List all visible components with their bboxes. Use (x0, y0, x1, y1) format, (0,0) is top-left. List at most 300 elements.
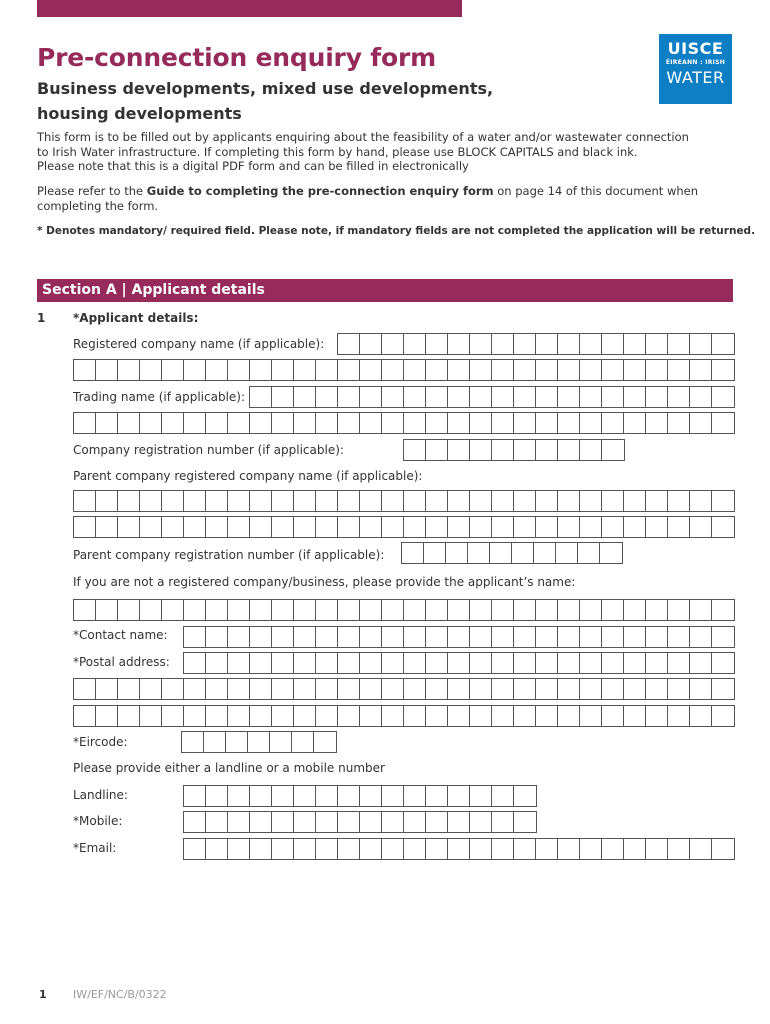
char-box[interactable] (470, 600, 492, 620)
char-box[interactable] (580, 360, 602, 380)
char-box[interactable] (426, 413, 448, 433)
char-box[interactable] (382, 360, 404, 380)
char-box[interactable] (118, 517, 140, 537)
char-box[interactable] (624, 839, 646, 859)
char-box[interactable] (690, 517, 712, 537)
char-box[interactable] (470, 653, 492, 673)
char-box[interactable] (514, 517, 536, 537)
char-box[interactable] (206, 413, 228, 433)
char-box[interactable] (448, 839, 470, 859)
char-box[interactable] (536, 360, 558, 380)
char-box[interactable] (492, 600, 514, 620)
parent-company-name-input-line-2[interactable] (73, 516, 735, 538)
trading-name-input[interactable] (249, 386, 735, 408)
char-box[interactable] (294, 627, 316, 647)
char-box[interactable] (360, 653, 382, 673)
char-box[interactable] (490, 543, 512, 563)
char-box[interactable] (250, 679, 272, 699)
char-box[interactable] (228, 812, 250, 832)
char-box[interactable] (96, 706, 118, 726)
char-box[interactable] (602, 491, 624, 511)
char-box[interactable] (182, 732, 204, 752)
char-box[interactable] (646, 334, 668, 354)
char-box[interactable] (140, 413, 162, 433)
char-box[interactable] (448, 706, 470, 726)
char-box[interactable] (514, 786, 536, 806)
char-box[interactable] (294, 679, 316, 699)
char-box[interactable] (360, 360, 382, 380)
char-box[interactable] (250, 627, 272, 647)
char-box[interactable] (402, 543, 424, 563)
char-box[interactable] (712, 706, 734, 726)
char-box[interactable] (558, 653, 580, 673)
char-box[interactable] (250, 786, 272, 806)
char-box[interactable] (426, 706, 448, 726)
char-box[interactable] (712, 627, 734, 647)
char-box[interactable] (360, 627, 382, 647)
char-box[interactable] (382, 653, 404, 673)
char-box[interactable] (536, 387, 558, 407)
char-box[interactable] (558, 440, 580, 460)
char-box[interactable] (162, 706, 184, 726)
char-box[interactable] (204, 732, 226, 752)
trading-name-input-line-2[interactable] (73, 412, 735, 434)
char-box[interactable] (514, 491, 536, 511)
char-box[interactable] (250, 413, 272, 433)
char-box[interactable] (470, 517, 492, 537)
char-box[interactable] (534, 543, 556, 563)
char-box[interactable] (448, 491, 470, 511)
char-box[interactable] (470, 491, 492, 511)
char-box[interactable] (624, 706, 646, 726)
char-box[interactable] (228, 600, 250, 620)
applicant-name-input[interactable] (73, 599, 735, 621)
char-box[interactable] (646, 679, 668, 699)
char-box[interactable] (578, 543, 600, 563)
char-box[interactable] (184, 839, 206, 859)
char-box[interactable] (360, 812, 382, 832)
char-box[interactable] (206, 812, 228, 832)
char-box[interactable] (470, 360, 492, 380)
char-box[interactable] (426, 627, 448, 647)
char-box[interactable] (492, 440, 514, 460)
char-box[interactable] (250, 839, 272, 859)
char-box[interactable] (118, 413, 140, 433)
char-box[interactable] (248, 732, 270, 752)
char-box[interactable] (404, 491, 426, 511)
char-box[interactable] (690, 627, 712, 647)
char-box[interactable] (338, 334, 360, 354)
char-box[interactable] (712, 360, 734, 380)
char-box[interactable] (338, 812, 360, 832)
char-box[interactable] (382, 812, 404, 832)
char-box[interactable] (690, 706, 712, 726)
char-box[interactable] (338, 839, 360, 859)
char-box[interactable] (448, 334, 470, 354)
char-box[interactable] (602, 653, 624, 673)
char-box[interactable] (338, 517, 360, 537)
char-box[interactable] (624, 387, 646, 407)
char-box[interactable] (140, 706, 162, 726)
char-box[interactable] (272, 600, 294, 620)
char-box[interactable] (690, 600, 712, 620)
char-box[interactable] (118, 491, 140, 511)
char-box[interactable] (162, 600, 184, 620)
landline-input[interactable] (183, 785, 537, 807)
char-box[interactable] (624, 517, 646, 537)
char-box[interactable] (668, 517, 690, 537)
char-box[interactable] (338, 627, 360, 647)
char-box[interactable] (206, 679, 228, 699)
char-box[interactable] (426, 360, 448, 380)
char-box[interactable] (338, 360, 360, 380)
char-box[interactable] (404, 786, 426, 806)
char-box[interactable] (404, 360, 426, 380)
char-box[interactable] (228, 679, 250, 699)
char-box[interactable] (690, 679, 712, 699)
char-box[interactable] (558, 627, 580, 647)
char-box[interactable] (272, 839, 294, 859)
char-box[interactable] (338, 679, 360, 699)
char-box[interactable] (668, 627, 690, 647)
char-box[interactable] (426, 517, 448, 537)
char-box[interactable] (228, 839, 250, 859)
postal-address-input-line-2[interactable] (73, 678, 735, 700)
char-box[interactable] (206, 360, 228, 380)
email-input[interactable] (183, 838, 735, 860)
company-reg-number-input[interactable] (403, 439, 625, 461)
char-box[interactable] (382, 491, 404, 511)
char-box[interactable] (294, 491, 316, 511)
char-box[interactable] (250, 360, 272, 380)
char-box[interactable] (536, 679, 558, 699)
char-box[interactable] (514, 627, 536, 647)
char-box[interactable] (184, 812, 206, 832)
char-box[interactable] (470, 440, 492, 460)
char-box[interactable] (162, 517, 184, 537)
char-box[interactable] (140, 600, 162, 620)
char-box[interactable] (690, 839, 712, 859)
char-box[interactable] (424, 543, 446, 563)
char-box[interactable] (316, 517, 338, 537)
char-box[interactable] (646, 627, 668, 647)
char-box[interactable] (492, 627, 514, 647)
char-box[interactable] (294, 360, 316, 380)
char-box[interactable] (272, 491, 294, 511)
char-box[interactable] (140, 679, 162, 699)
char-box[interactable] (294, 786, 316, 806)
char-box[interactable] (712, 839, 734, 859)
char-box[interactable] (536, 413, 558, 433)
char-box[interactable] (184, 653, 206, 673)
char-box[interactable] (206, 786, 228, 806)
char-box[interactable] (404, 706, 426, 726)
char-box[interactable] (602, 627, 624, 647)
char-box[interactable] (382, 679, 404, 699)
char-box[interactable] (338, 706, 360, 726)
char-box[interactable] (316, 491, 338, 511)
char-box[interactable] (382, 334, 404, 354)
char-box[interactable] (690, 653, 712, 673)
char-box[interactable] (250, 387, 272, 407)
char-box[interactable] (712, 387, 734, 407)
char-box[interactable] (360, 491, 382, 511)
char-box[interactable] (206, 491, 228, 511)
contact-name-input[interactable] (183, 626, 735, 648)
char-box[interactable] (74, 600, 96, 620)
char-box[interactable] (426, 812, 448, 832)
char-box[interactable] (558, 360, 580, 380)
char-box[interactable] (426, 387, 448, 407)
char-box[interactable] (316, 600, 338, 620)
char-box[interactable] (690, 491, 712, 511)
char-box[interactable] (580, 334, 602, 354)
char-box[interactable] (492, 786, 514, 806)
char-box[interactable] (470, 812, 492, 832)
char-box[interactable] (162, 491, 184, 511)
char-box[interactable] (448, 517, 470, 537)
char-box[interactable] (646, 491, 668, 511)
char-box[interactable] (360, 334, 382, 354)
char-box[interactable] (426, 440, 448, 460)
char-box[interactable] (316, 627, 338, 647)
char-box[interactable] (558, 679, 580, 699)
parent-company-name-input-line-1[interactable] (73, 490, 735, 512)
char-box[interactable] (338, 387, 360, 407)
char-box[interactable] (646, 653, 668, 673)
char-box[interactable] (580, 517, 602, 537)
char-box[interactable] (272, 679, 294, 699)
char-box[interactable] (382, 600, 404, 620)
char-box[interactable] (668, 334, 690, 354)
char-box[interactable] (404, 627, 426, 647)
char-box[interactable] (272, 360, 294, 380)
char-box[interactable] (360, 600, 382, 620)
char-box[interactable] (316, 812, 338, 832)
char-box[interactable] (140, 491, 162, 511)
char-box[interactable] (206, 517, 228, 537)
char-box[interactable] (184, 491, 206, 511)
char-box[interactable] (118, 706, 140, 726)
char-box[interactable] (294, 600, 316, 620)
char-box[interactable] (426, 491, 448, 511)
char-box[interactable] (448, 812, 470, 832)
char-box[interactable] (580, 653, 602, 673)
char-box[interactable] (580, 440, 602, 460)
char-box[interactable] (624, 360, 646, 380)
char-box[interactable] (668, 413, 690, 433)
char-box[interactable] (624, 600, 646, 620)
char-box[interactable] (624, 627, 646, 647)
char-box[interactable] (316, 387, 338, 407)
char-box[interactable] (536, 653, 558, 673)
char-box[interactable] (536, 517, 558, 537)
char-box[interactable] (712, 413, 734, 433)
char-box[interactable] (316, 679, 338, 699)
char-box[interactable] (580, 600, 602, 620)
char-box[interactable] (272, 653, 294, 673)
char-box[interactable] (514, 387, 536, 407)
char-box[interactable] (74, 706, 96, 726)
char-box[interactable] (228, 413, 250, 433)
char-box[interactable] (294, 413, 316, 433)
char-box[interactable] (690, 413, 712, 433)
char-box[interactable] (184, 706, 206, 726)
char-box[interactable] (118, 360, 140, 380)
char-box[interactable] (446, 543, 468, 563)
char-box[interactable] (184, 517, 206, 537)
eircode-input[interactable] (181, 731, 337, 753)
char-box[interactable] (96, 600, 118, 620)
char-box[interactable] (712, 653, 734, 673)
char-box[interactable] (118, 600, 140, 620)
char-box[interactable] (316, 706, 338, 726)
char-box[interactable] (360, 413, 382, 433)
char-box[interactable] (690, 360, 712, 380)
char-box[interactable] (316, 786, 338, 806)
char-box[interactable] (226, 732, 248, 752)
parent-company-reg-input[interactable] (401, 542, 623, 564)
char-box[interactable] (448, 387, 470, 407)
char-box[interactable] (448, 786, 470, 806)
char-box[interactable] (140, 360, 162, 380)
char-box[interactable] (712, 491, 734, 511)
char-box[interactable] (382, 387, 404, 407)
char-box[interactable] (272, 517, 294, 537)
char-box[interactable] (360, 679, 382, 699)
char-box[interactable] (316, 360, 338, 380)
char-box[interactable] (404, 679, 426, 699)
char-box[interactable] (404, 653, 426, 673)
char-box[interactable] (602, 360, 624, 380)
char-box[interactable] (580, 679, 602, 699)
char-box[interactable] (118, 679, 140, 699)
char-box[interactable] (602, 600, 624, 620)
char-box[interactable] (602, 706, 624, 726)
char-box[interactable] (668, 600, 690, 620)
char-box[interactable] (162, 413, 184, 433)
char-box[interactable] (74, 413, 96, 433)
char-box[interactable] (646, 413, 668, 433)
char-box[interactable] (514, 812, 536, 832)
char-box[interactable] (96, 491, 118, 511)
char-box[interactable] (514, 360, 536, 380)
char-box[interactable] (206, 627, 228, 647)
char-box[interactable] (228, 517, 250, 537)
char-box[interactable] (514, 839, 536, 859)
char-box[interactable] (470, 627, 492, 647)
char-box[interactable] (250, 517, 272, 537)
char-box[interactable] (250, 600, 272, 620)
char-box[interactable] (426, 679, 448, 699)
char-box[interactable] (272, 413, 294, 433)
char-box[interactable] (74, 491, 96, 511)
char-box[interactable] (556, 543, 578, 563)
char-box[interactable] (294, 387, 316, 407)
char-box[interactable] (514, 600, 536, 620)
char-box[interactable] (206, 706, 228, 726)
char-box[interactable] (448, 627, 470, 647)
char-box[interactable] (316, 413, 338, 433)
char-box[interactable] (426, 653, 448, 673)
char-box[interactable] (580, 839, 602, 859)
char-box[interactable] (580, 491, 602, 511)
char-box[interactable] (294, 517, 316, 537)
char-box[interactable] (338, 413, 360, 433)
char-box[interactable] (426, 839, 448, 859)
char-box[interactable] (382, 627, 404, 647)
char-box[interactable] (690, 387, 712, 407)
char-box[interactable] (624, 413, 646, 433)
char-box[interactable] (492, 653, 514, 673)
char-box[interactable] (140, 517, 162, 537)
char-box[interactable] (646, 360, 668, 380)
mobile-input[interactable] (183, 811, 537, 833)
char-box[interactable] (690, 334, 712, 354)
char-box[interactable] (206, 653, 228, 673)
char-box[interactable] (602, 334, 624, 354)
char-box[interactable] (294, 653, 316, 673)
char-box[interactable] (184, 360, 206, 380)
char-box[interactable] (536, 440, 558, 460)
char-box[interactable] (646, 706, 668, 726)
char-box[interactable] (228, 627, 250, 647)
char-box[interactable] (536, 706, 558, 726)
char-box[interactable] (250, 706, 272, 726)
char-box[interactable] (580, 706, 602, 726)
char-box[interactable] (294, 812, 316, 832)
char-box[interactable] (646, 600, 668, 620)
char-box[interactable] (602, 440, 624, 460)
char-box[interactable] (492, 360, 514, 380)
char-box[interactable] (382, 413, 404, 433)
char-box[interactable] (602, 839, 624, 859)
char-box[interactable] (206, 600, 228, 620)
char-box[interactable] (514, 653, 536, 673)
char-box[interactable] (600, 543, 622, 563)
char-box[interactable] (536, 491, 558, 511)
char-box[interactable] (162, 679, 184, 699)
char-box[interactable] (624, 491, 646, 511)
registered-company-input[interactable] (337, 333, 735, 355)
char-box[interactable] (96, 413, 118, 433)
char-box[interactable] (668, 839, 690, 859)
char-box[interactable] (712, 517, 734, 537)
char-box[interactable] (514, 706, 536, 726)
char-box[interactable] (96, 517, 118, 537)
char-box[interactable] (470, 786, 492, 806)
char-box[interactable] (382, 517, 404, 537)
char-box[interactable] (492, 517, 514, 537)
char-box[interactable] (712, 334, 734, 354)
char-box[interactable] (404, 387, 426, 407)
char-box[interactable] (536, 627, 558, 647)
char-box[interactable] (470, 413, 492, 433)
char-box[interactable] (558, 706, 580, 726)
char-box[interactable] (668, 706, 690, 726)
char-box[interactable] (338, 786, 360, 806)
char-box[interactable] (316, 839, 338, 859)
char-box[interactable] (558, 600, 580, 620)
char-box[interactable] (492, 706, 514, 726)
char-box[interactable] (272, 786, 294, 806)
char-box[interactable] (228, 786, 250, 806)
char-box[interactable] (668, 360, 690, 380)
char-box[interactable] (184, 413, 206, 433)
char-box[interactable] (602, 387, 624, 407)
char-box[interactable] (360, 517, 382, 537)
char-box[interactable] (96, 360, 118, 380)
